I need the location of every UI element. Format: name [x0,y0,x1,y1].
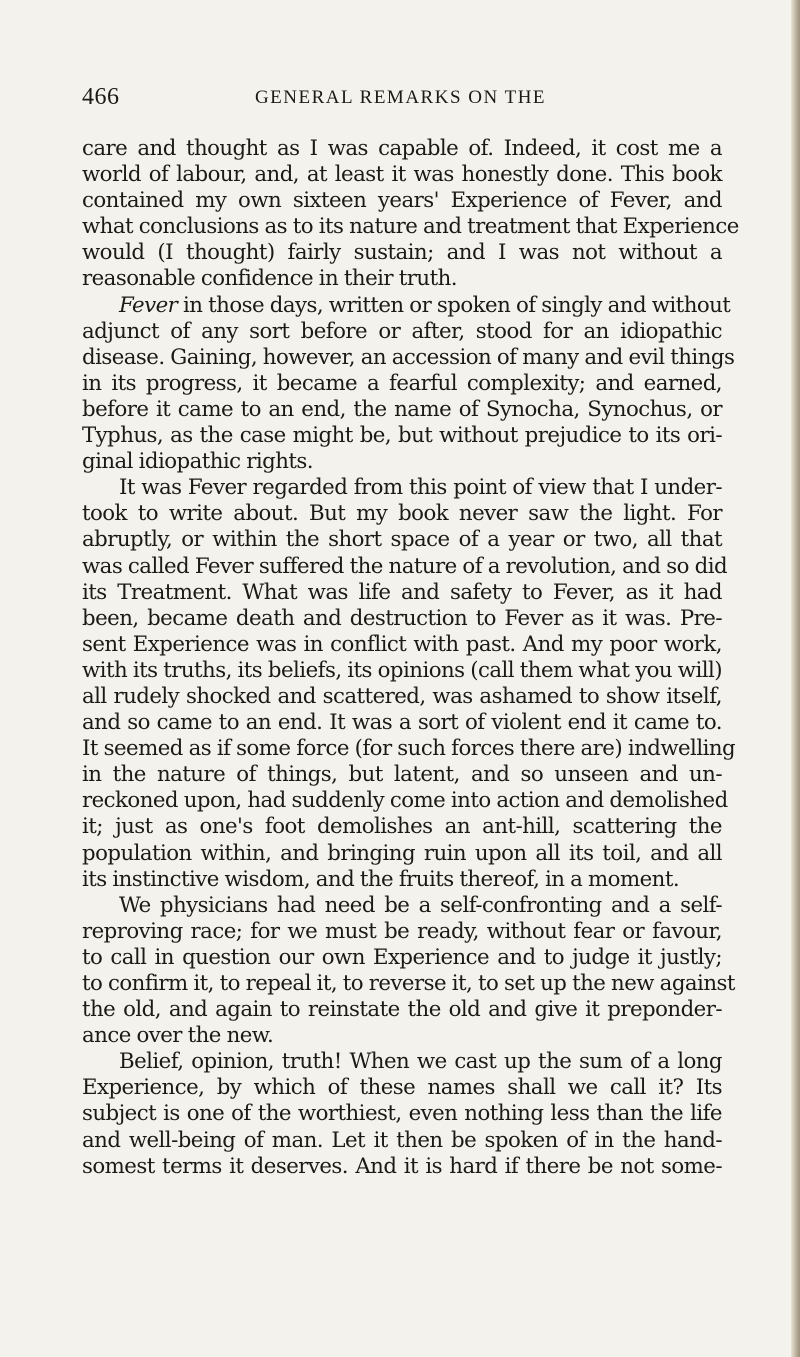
line-text: the old, and again to reinstate the old and give it preponder- [82,997,722,1023]
text-line [82,632,722,658]
text-line [82,371,722,397]
line-text: took to write about. But my book never saw the light. For [82,501,722,527]
line-text: what conclusions as to its nature and treatment that Experience [82,214,739,240]
line-text: reproving race; for we must be ready, without fear or favour, [82,918,722,944]
line-text: to confirm it, to repeal it, to reverse it, to set up the new against [82,971,735,996]
italic-word: Fever [119,292,178,318]
page-number: 466 [82,84,120,110]
line-text: It seemed as if some force (for such forces there are) indwelling [82,736,736,762]
line-text: would (I thought) fairly sustain; and I was not without a [82,240,722,266]
text-line [82,136,722,162]
line-text: Experience, by which of these names shall we call it? Its [82,1075,722,1101]
line-text: to call in question our own Experience and to judge it justly; [82,944,722,970]
text-line [82,1101,722,1127]
text-line [82,684,722,710]
text-line [82,397,722,423]
text-line [82,344,735,371]
text-line [82,319,722,345]
text-line [82,867,722,893]
text-line [82,1154,722,1180]
text-line [82,1049,722,1075]
text-line [82,762,722,788]
line-text: its instinctive wisdom, and the fruits thereof, in a moment. [82,866,680,892]
text-line [82,736,736,762]
line-text: Belief, opinion, truth! When we cast up the sum of a long [119,1049,722,1075]
line-text: care and thought as I was capable of. Indeed, it cost me a [82,136,722,161]
line-text: It was Fever regarded from this point of view that I under- [119,475,722,501]
text-line [82,1128,722,1154]
text-line [82,814,722,840]
line-text: reckoned upon, had suddenly come into action and demolished [82,788,728,814]
text-line [82,841,722,867]
line-text: with its truths, its beliefs, its opinions (call them what you will) [82,657,722,683]
line-text: adjunct of any sort before or after, stood for an idiopathic [82,318,722,344]
text-line [82,710,722,736]
page-edge-shadow [791,0,800,1357]
text-line [82,475,722,501]
line-text: disease. Gaining, however, an accession of many and evil things [82,344,735,370]
line-text: Typhus, as the case might be, but without prejudice to its ori- [82,423,722,449]
line-text: We physicians had need be a self-confronting and a self- [119,892,722,918]
line-text: abruptly, or within the short space of a year or two, all that [82,527,722,553]
text-line [82,606,722,632]
text-line [82,527,722,553]
running-head: GENERAL REMARKS ON THE [254,87,547,108]
text-line [82,658,722,684]
text-line [82,292,731,319]
body-text [82,136,739,1180]
text-line [82,240,722,266]
line-text: in the nature of things, but latent, and so unseen and un- [82,762,722,788]
text-line [82,266,722,292]
text-line [82,788,728,814]
text-line [82,162,722,188]
text-line [82,893,722,919]
text-line [82,945,722,971]
line-text: in those days, written or spoken of singly and without [177,292,731,318]
line-text: was called Fever suffered the nature of a revolution, and so did [82,553,728,579]
line-text: all rudely shocked and scattered, was ashamed to show itself, [82,683,722,709]
line-text: and so came to an end. It was a sort of violent end it came to. [82,710,722,736]
line-text: subject is one of the worthiest, even nothing less than the life [82,1101,722,1127]
text-line [82,997,722,1023]
line-text: been, became death and destruction to Fever as it was. Pre- [82,605,722,631]
text-line [82,501,722,527]
line-text: somest terms it deserves. And it is hard if there be not some- [82,1153,722,1179]
text-line [82,919,722,945]
text-line [82,1075,722,1101]
line-text: and well-being of man. Let it then be spoken of in the hand- [82,1127,722,1153]
line-text: sent Experience was in conflict with past. And my poor work, [82,631,722,657]
line-text: world of labour, and, at least it was honestly done. This book [82,162,722,188]
text-line [82,580,722,606]
text-line [82,449,722,475]
line-text: contained my own sixteen years' Experience of Fever, and [82,188,722,214]
line-text: population within, and bringing ruin upon all its toil, and all [82,840,722,866]
text-line [82,423,722,449]
line-text: its Treatment. What was life and safety to Fever, as it had [82,579,722,605]
text-line [82,214,739,240]
line-text: ance over the new. [82,1023,274,1049]
text-line [82,553,728,580]
line-text: ginal idiopathic rights. [82,449,314,475]
text-line [82,188,722,214]
text-line [82,1023,722,1049]
line-text: before it came to an end, the name of Synocha, Synochus, or [82,396,722,422]
line-text: reasonable confidence in their truth. [82,266,457,292]
line-text: in its progress, it became a fearful complexity; and earned, [82,370,722,396]
line-text: it; just as one's foot demolishes an ant-hill, scattering the [82,814,722,840]
page-header [82,84,719,114]
text-line [82,971,735,997]
